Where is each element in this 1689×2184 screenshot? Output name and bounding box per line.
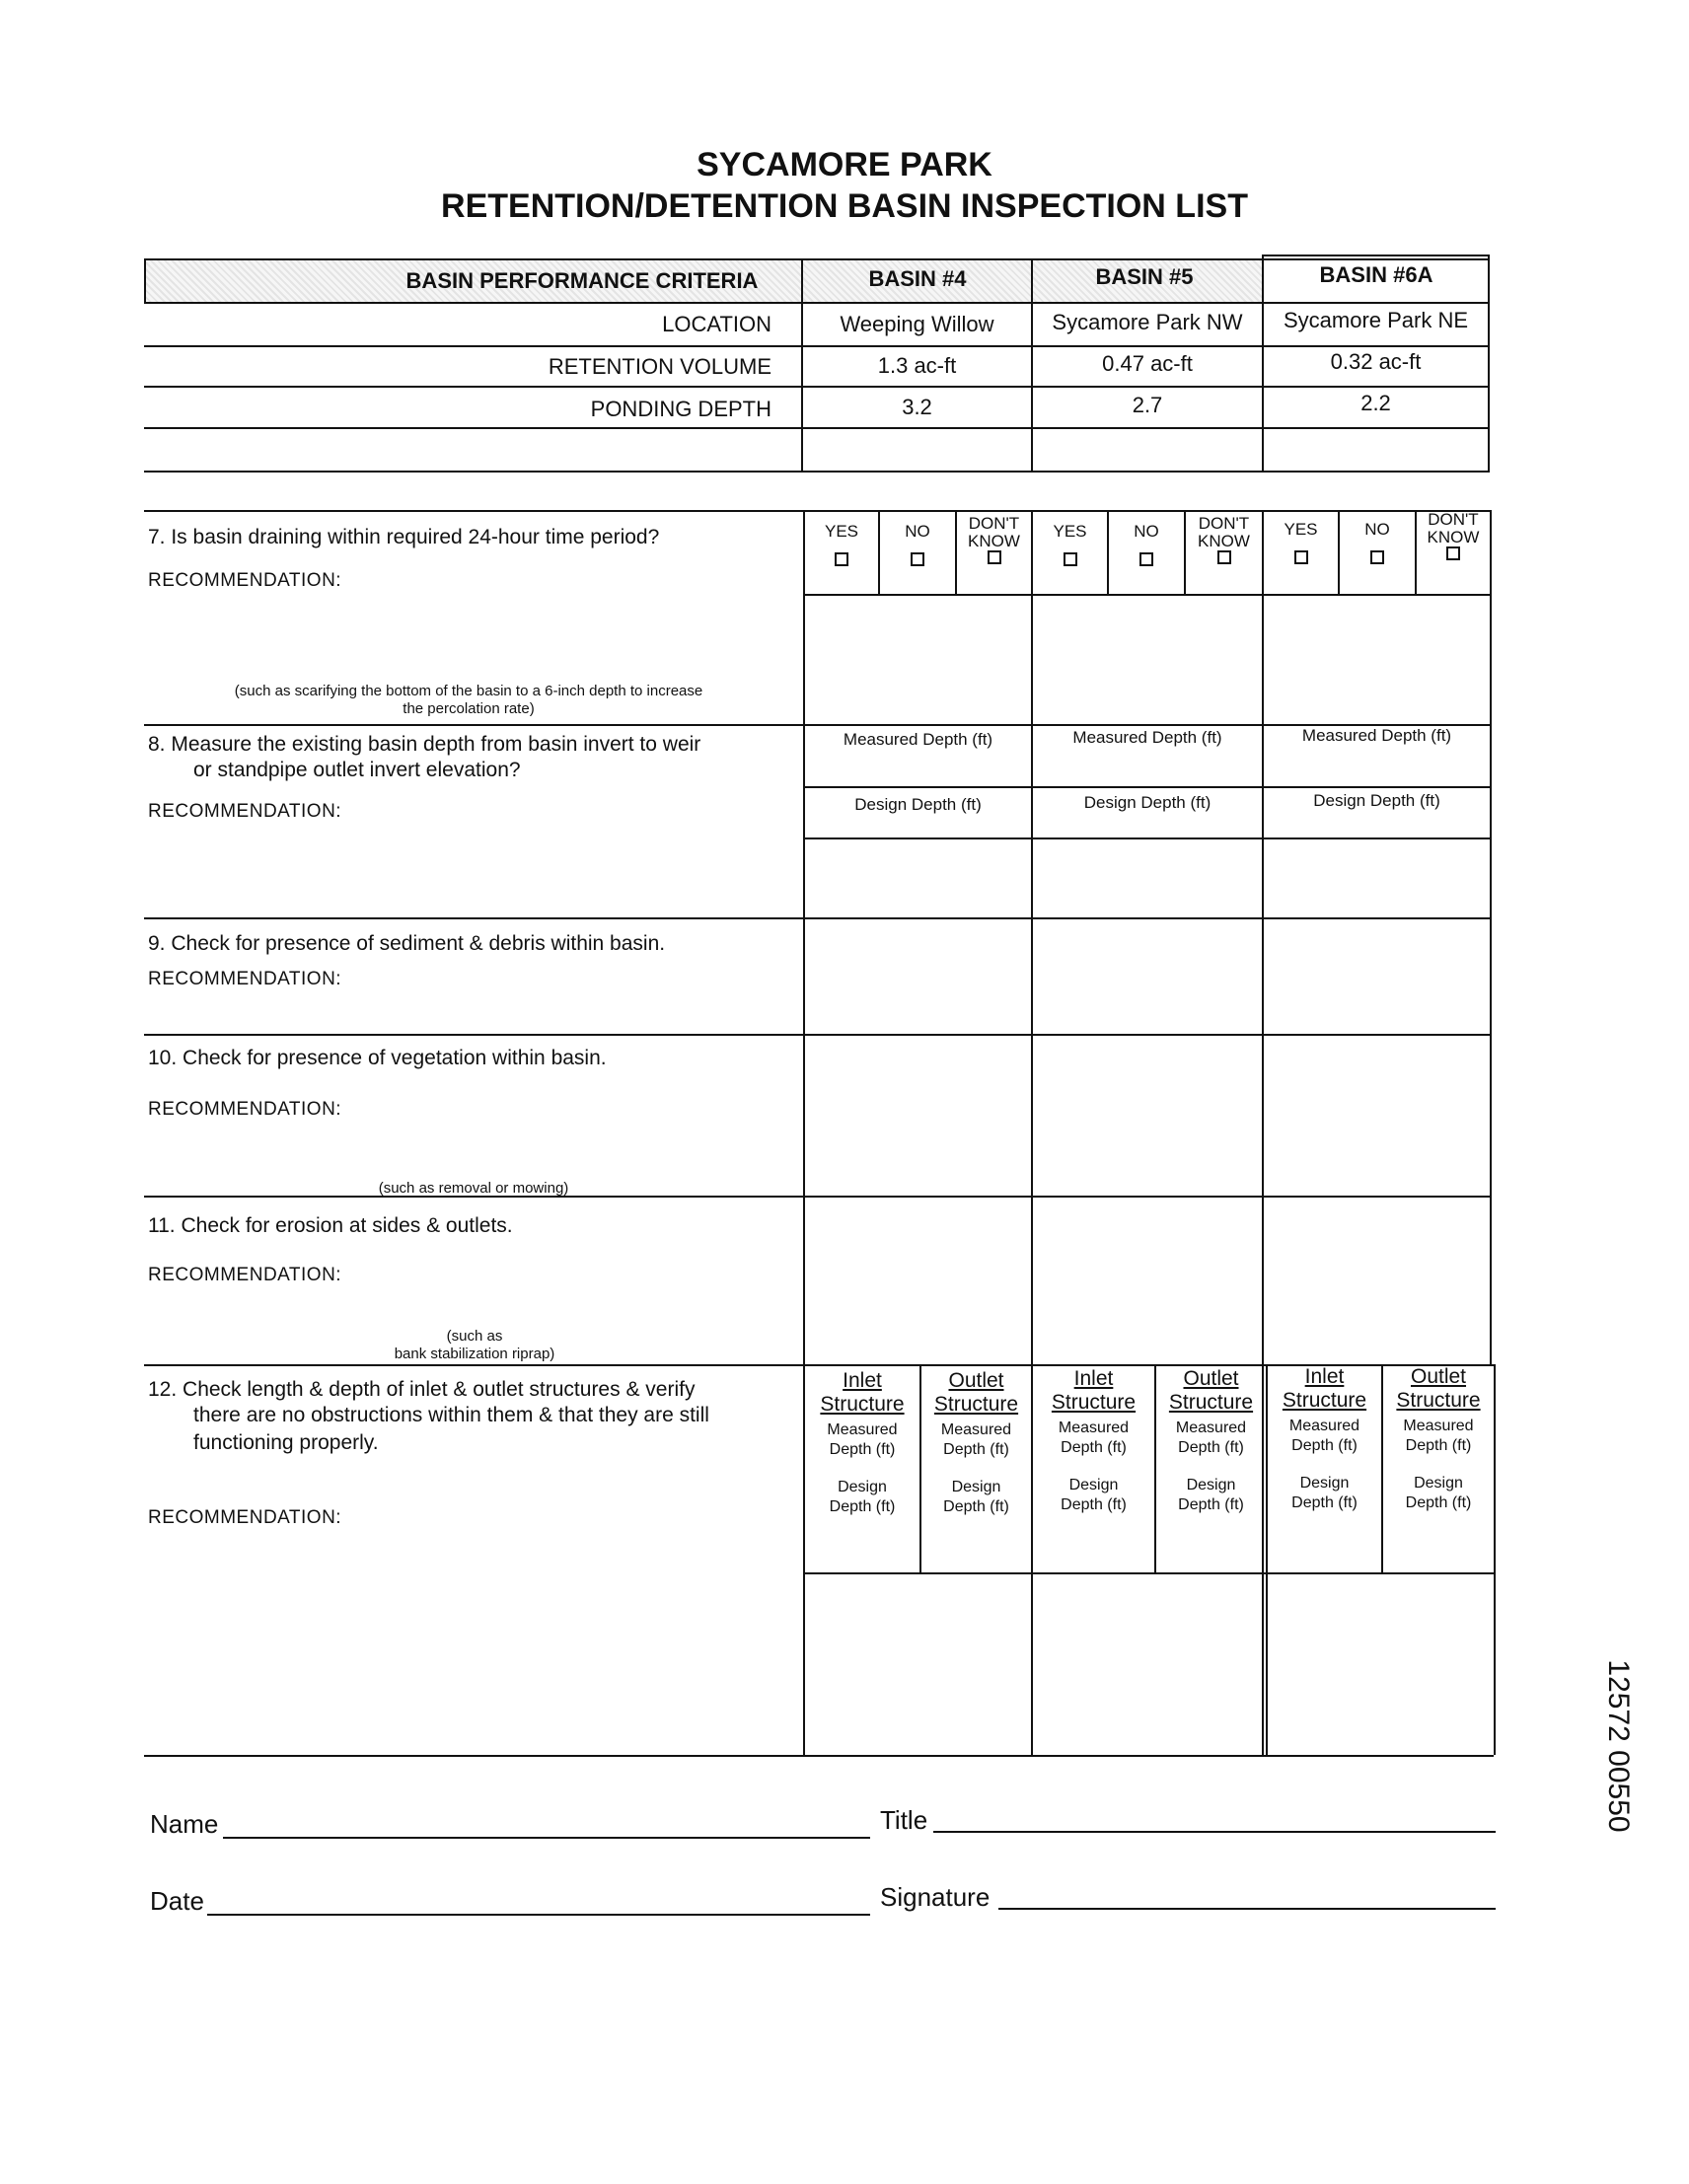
ponding-depth-label: PONDING DEPTH — [590, 397, 771, 421]
measured-label: Measured — [1058, 1420, 1130, 1436]
measured-label: Measured — [940, 1421, 1012, 1438]
question-9-recommendation: RECOMMENDATION: — [148, 969, 342, 989]
grid-line — [1490, 510, 1492, 1366]
location-basin-5: Sycamore Park NW — [1052, 310, 1243, 334]
header-basin-5: BASIN #5 — [1095, 264, 1194, 289]
checkbox-icon[interactable] — [1217, 550, 1231, 564]
basin-4-inlet-structure — [805, 1369, 919, 1517]
structure-label: Structure — [1168, 1391, 1254, 1414]
retention-volume-label: RETENTION VOLUME — [548, 354, 771, 379]
question-12-recommendation: RECOMMENDATION: — [148, 1507, 342, 1528]
header-basin-6a: BASIN #6A — [1319, 262, 1433, 287]
design-label: Design — [951, 1479, 1001, 1495]
basin-4-measured-depth-label: Measured Depth (ft) — [843, 730, 993, 749]
no-label: NO — [905, 522, 930, 541]
depth-ft-label: Depth (ft) — [1405, 1494, 1472, 1511]
depth-ft-label: Depth (ft) — [943, 1441, 1009, 1458]
know-label: KNOW — [1427, 528, 1480, 546]
depth-basin-4: 3.2 — [902, 395, 932, 419]
grid-line — [803, 510, 805, 1755]
question-12-line-2: there are no obstructions within them & that they are still — [193, 1404, 709, 1426]
grid-line — [144, 1034, 1490, 1036]
basin-6a-inlet-structure — [1268, 1365, 1381, 1513]
form-title: SYCAMORE PARK — [697, 146, 992, 183]
checkbox-icon[interactable] — [1139, 552, 1153, 566]
depth-ft-label: Depth (ft) — [1061, 1496, 1127, 1513]
grid-line — [144, 510, 1490, 512]
grid-line — [144, 258, 1490, 260]
grid-line — [1488, 255, 1490, 471]
title-field[interactable] — [933, 1831, 1496, 1833]
name-field[interactable] — [223, 1837, 870, 1839]
depth-ft-label: Depth (ft) — [1061, 1439, 1127, 1456]
yes-label: YES — [1053, 522, 1087, 541]
question-9: 9. Check for presence of sediment & debris within basin. — [148, 932, 666, 955]
depth-ft-label: Depth (ft) — [829, 1498, 896, 1515]
basin-4-no-choice[interactable] — [880, 523, 955, 570]
date-field[interactable] — [207, 1914, 870, 1916]
basin-6a-outlet-structure — [1383, 1365, 1494, 1513]
design-label: Design — [1186, 1477, 1236, 1493]
checkbox-icon[interactable] — [1294, 550, 1308, 564]
basin-5-dont-know-choice[interactable] — [1186, 515, 1262, 568]
name-label: Name — [150, 1809, 219, 1839]
basin-5-inlet-structure — [1033, 1367, 1154, 1515]
checkbox-icon[interactable] — [1064, 552, 1077, 566]
question-8-recommendation: RECOMMENDATION: — [148, 801, 342, 822]
question-10: 10. Check for presence of vegetation within basin. — [148, 1047, 607, 1069]
grid-line — [144, 1755, 1494, 1757]
basin-5-outlet-structure — [1156, 1367, 1266, 1515]
document-number: 12572 00550 — [1602, 1659, 1635, 1833]
depth-ft-label: Depth (ft) — [1405, 1437, 1472, 1454]
design-label: Design — [1299, 1475, 1350, 1492]
question-12-line-3: functioning properly. — [193, 1431, 379, 1454]
volume-basin-6a: 0.32 ac-ft — [1330, 349, 1422, 374]
location-basin-6a: Sycamore Park NE — [1283, 308, 1469, 332]
form-subtitle: RETENTION/DETENTION BASIN INSPECTION LIST — [441, 187, 1248, 225]
basin-6a-dont-know-choice[interactable] — [1417, 511, 1490, 564]
basin-4-outlet-structure — [921, 1369, 1031, 1517]
no-label: NO — [1134, 522, 1159, 541]
depth-ft-label: Depth (ft) — [1178, 1496, 1244, 1513]
grid-line — [1031, 510, 1033, 1755]
grid-line — [803, 786, 1490, 788]
question-11: 11. Check for erosion at sides & outlets. — [148, 1214, 513, 1237]
basin-6a-yes-choice[interactable] — [1264, 521, 1338, 568]
outlet-label: Outlet — [948, 1369, 1004, 1392]
know-label: KNOW — [968, 532, 1020, 550]
depth-ft-label: Depth (ft) — [829, 1441, 896, 1458]
question-7: 7. Is basin draining within required 24-hour time period? — [148, 526, 660, 548]
question-12-line-1: 12. Check length & depth of inlet & outlet structures & verify — [148, 1378, 696, 1401]
question-7-note — [158, 683, 779, 718]
location-basin-4: Weeping Willow — [840, 312, 994, 336]
basin-5-measured-depth-label: Measured Depth (ft) — [1072, 728, 1222, 747]
design-label: Design — [1414, 1475, 1463, 1492]
title-label: Title — [880, 1805, 928, 1835]
question-10-recommendation: RECOMMENDATION: — [148, 1099, 342, 1120]
grid-line — [805, 1572, 1494, 1574]
basin-4-dont-know-choice[interactable] — [957, 515, 1031, 568]
basin-4-design-depth-label: Design Depth (ft) — [854, 795, 982, 814]
depth-ft-label: Depth (ft) — [1178, 1439, 1244, 1456]
date-label: Date — [150, 1886, 204, 1916]
checkbox-icon[interactable] — [1446, 546, 1460, 560]
no-label: NO — [1364, 520, 1390, 539]
inlet-label: Inlet — [843, 1369, 882, 1392]
outlet-label: Outlet — [1183, 1367, 1239, 1390]
basin-5-design-depth-label: Design Depth (ft) — [1083, 793, 1212, 812]
question-7-note-line-1: (such as scarifying the bottom of the basin to a 6-inch depth to increase — [234, 683, 703, 699]
signature-field[interactable] — [998, 1908, 1496, 1910]
grid-line — [1262, 510, 1264, 1755]
checkbox-icon[interactable] — [911, 552, 924, 566]
depth-ft-label: Depth (ft) — [943, 1498, 1009, 1515]
question-11-note-line-1: (such as — [446, 1328, 503, 1345]
inlet-label: Inlet — [1304, 1365, 1345, 1388]
depth-basin-6a: 2.2 — [1360, 391, 1391, 415]
depth-basin-5: 2.7 — [1132, 393, 1163, 417]
measured-label: Measured — [1403, 1418, 1474, 1434]
structure-label: Structure — [1051, 1391, 1137, 1414]
structure-label: Structure — [820, 1393, 905, 1416]
grid-line — [144, 258, 146, 304]
checkbox-icon[interactable] — [835, 552, 848, 566]
basin-5-no-choice[interactable] — [1109, 523, 1184, 570]
inlet-label: Inlet — [1073, 1367, 1114, 1390]
question-8-line-2: or standpipe outlet invert elevation? — [193, 759, 521, 781]
basin-6a-measured-depth-label: Measured Depth (ft) — [1301, 726, 1452, 745]
grid-line — [1262, 255, 1490, 256]
dont-label: DON'T — [968, 514, 1020, 533]
question-8-line-1: 8. Measure the existing basin depth from basin invert to weir — [148, 733, 701, 756]
volume-basin-4: 1.3 ac-ft — [877, 353, 957, 378]
basin-5-yes-choice[interactable] — [1033, 523, 1107, 570]
dont-label: DON'T — [1428, 510, 1479, 529]
basin-4-yes-choice[interactable] — [805, 523, 878, 570]
structure-label: Structure — [933, 1393, 1019, 1416]
grid-line — [1494, 1364, 1496, 1755]
signature-label: Signature — [880, 1882, 991, 1912]
design-label: Design — [838, 1479, 887, 1495]
location-label: LOCATION — [662, 312, 771, 336]
grid-line — [144, 471, 1490, 473]
basin-6a-no-choice[interactable] — [1340, 521, 1415, 568]
checkbox-icon[interactable] — [1370, 550, 1384, 564]
volume-basin-5: 0.47 ac-ft — [1102, 351, 1193, 376]
know-label: KNOW — [1198, 532, 1250, 550]
header-criteria: BASIN PERFORMANCE CRITERIA — [405, 268, 759, 293]
question-7-note-line-2: the percolation rate) — [403, 700, 535, 717]
yes-label: YES — [1284, 520, 1318, 539]
structure-label: Structure — [1396, 1389, 1481, 1412]
dont-label: DON'T — [1198, 514, 1250, 533]
grid-line — [803, 594, 1490, 596]
measured-label: Measured — [827, 1421, 898, 1438]
grid-line — [144, 917, 1490, 919]
measured-label: Measured — [1288, 1418, 1360, 1434]
grid-line — [803, 837, 1490, 839]
outlet-label: Outlet — [1410, 1365, 1467, 1388]
basin-6a-design-depth-label: Design Depth (ft) — [1313, 791, 1440, 810]
depth-ft-label: Depth (ft) — [1291, 1437, 1358, 1454]
design-label: Design — [1068, 1477, 1119, 1493]
checkbox-icon[interactable] — [988, 550, 1001, 564]
question-11-recommendation: RECOMMENDATION: — [148, 1265, 342, 1285]
question-11-note-line-2: bank stabilization riprap) — [394, 1346, 555, 1362]
structure-label: Structure — [1282, 1389, 1367, 1412]
question-11-note — [296, 1328, 653, 1363]
header-basin-4: BASIN #4 — [868, 266, 967, 291]
yes-label: YES — [824, 522, 859, 541]
question-10-note: (such as removal or mowing) — [378, 1180, 569, 1197]
measured-label: Measured — [1175, 1420, 1247, 1436]
question-7-recommendation: RECOMMENDATION: — [148, 570, 342, 591]
depth-ft-label: Depth (ft) — [1291, 1494, 1358, 1511]
